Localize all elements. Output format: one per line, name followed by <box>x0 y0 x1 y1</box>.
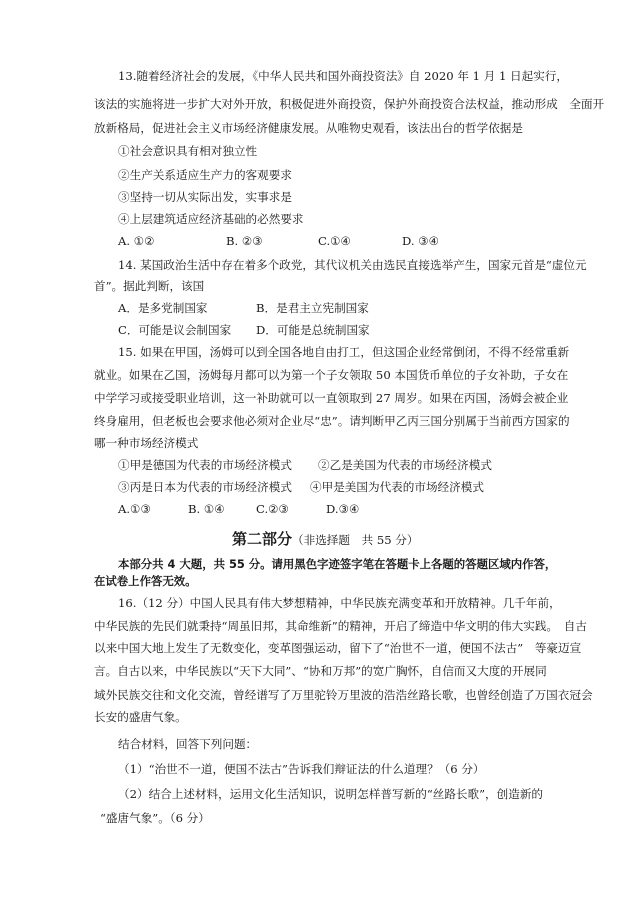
q14-option-d: D．可能是总统制国家 <box>256 323 370 337</box>
q15-option-d: D.③④ <box>326 502 360 516</box>
q16-line-4: 言。自古以来，中华民族以“天下大同”、“协和万邦”的宽广胸怀，自信而又大度的开展同 <box>94 664 547 678</box>
q14-option-c: C．可能是议会制国家 <box>118 323 232 337</box>
q16-subquestion-1: （1）“治世不一道，便国不法古”告诉我们辩证法的什么道理？（6 分） <box>118 762 485 776</box>
q14-line-1: 14. 某国政治生活中存在着多个政党，其代议机关由选民直接选举产生，国家元首是“虚位元 <box>118 258 587 272</box>
q16-subquestion-2-line-2: “盛唐气象”。（6 分） <box>100 811 210 825</box>
q15-option-a: A.①③ <box>118 502 151 516</box>
q16-line-3: 以来中国大地上发生了无数变化，变革图强运动，留下了“治世不一道，便国不法古” 等豪迈宣 <box>94 641 582 655</box>
part2-instruction-1: 本部分共 4 大题，共 55 分。请用黑色字迹签字笔在答题卡上各题的答题区域内作答， <box>118 557 557 571</box>
q15-line-2: 就业。如果在乙国，汤姆每月都可以为第一个子女领取 50 本国货币单位的子女补助，子女在 <box>94 368 569 382</box>
q15-line-1: 15. 如果在甲国，汤姆可以到全国各地自由打工，但这国企业经常倒闭，不得不经常重新 <box>118 345 570 359</box>
q13-option-c: C.①④ <box>318 234 351 248</box>
q13-option-d: D. ③④ <box>402 234 440 248</box>
q16-line-2: 中华民族的先民们就秉持“周虽旧邦，其命维新”的精神，开启了缔造中华文明的伟大实践。 自古 <box>94 619 587 633</box>
q13-line-2: 该法的实施将进一步扩大对外开放，积极促进外商投资，保护外商投资合法权益，推动形成 全面开 <box>94 97 605 111</box>
q16-line-5: 域外民族交往和文化交流，曾经谱写了万里驼铃万里波的浩浩丝路长歌，也曾经创造了万国衣冠会 <box>94 688 593 702</box>
q13-option-a: A. ①② <box>118 234 155 248</box>
q15-item-1: ①甲是德国为代表的市场经济模式 <box>118 458 292 472</box>
part2-instruction-2: 在试卷上作答无效。 <box>94 574 197 588</box>
q13-item-3: ③坚持一切从实际出发，实事求是 <box>118 190 292 204</box>
q15-line-4: 终身雇用，但老板也会要求他必须对企业尽“忠”。请判断甲乙丙三国分别属于当前西方国家的 <box>94 414 570 428</box>
q15-line-3: 中学学习或接受职业培训，这一补助就可以一直领取到 27 周岁。如果在丙国，汤姆会被企业 <box>94 391 569 405</box>
part2-subtitle: （非选择题 共 55 分） <box>292 533 419 547</box>
q16-subquestion-2-line-1: （2）结合上述材料，运用文化生活知识，说明怎样普写新的“丝路长歌”，创造新的 <box>118 787 544 801</box>
q15-line-5: 哪一种市场经济模式 <box>94 436 199 450</box>
q15-item-3: ③丙是日本为代表的市场经济模式 <box>118 480 292 494</box>
q14-line-2: 首”。据此判断，该国 <box>94 279 205 293</box>
q14-option-b: B．是君主立宪制国家 <box>256 301 369 315</box>
q14-option-a: A．是多党制国家 <box>118 301 208 315</box>
q13-line-1: 13.随着经济社会的发展，《中华人民共和国外商投资法》自 2020 年 1 月 1 日起实行， <box>118 69 569 83</box>
q16-prompt: 结合材料，回答下列问题： <box>118 737 258 751</box>
part2-title: 第二部分 <box>232 530 293 548</box>
q15-item-4: ④甲是美国为代表的市场经济模式 <box>310 480 484 494</box>
q13-line-3: 放新格局，促进社会主义市场经济健康发展。从唯物史观看，该法出台的哲学依据是 <box>94 121 523 135</box>
part2-heading <box>232 530 418 549</box>
q15-item-2: ②乙是美国为代表的市场经济模式 <box>318 458 492 472</box>
q13-item-1: ①社会意识具有相对独立性 <box>118 144 258 158</box>
q15-option-c: C.②③ <box>256 502 289 516</box>
q13-option-b: B. ②③ <box>226 234 263 248</box>
q16-line-6: 长安的盛唐气象。 <box>94 710 187 724</box>
q15-option-b: B. ①④ <box>188 502 225 516</box>
q16-line-1: 16.（12 分）中国人民具有伟大梦想精神，中华民族充满变革和开放精神。几千年前， <box>118 596 561 610</box>
q13-item-4: ④上层建筑适应经济基础的必然要求 <box>118 212 304 226</box>
q13-item-2: ②生产关系适应生产力的客观要求 <box>118 168 292 182</box>
